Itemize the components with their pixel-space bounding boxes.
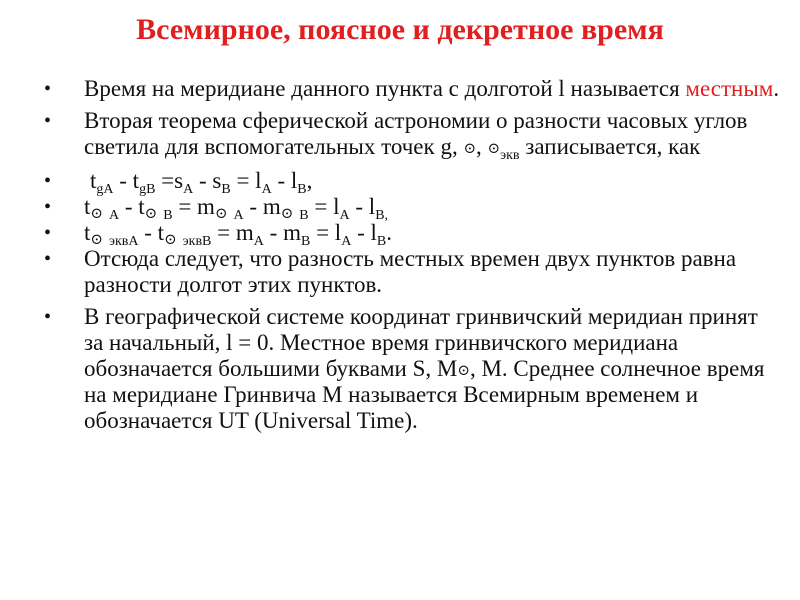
formula-text: - m [263,220,301,245]
subscript: gA [96,182,114,197]
formula-text: . [386,220,392,245]
bullet-dot: • [44,222,52,244]
subscript: эквB [182,234,212,249]
bullet-text-end: записывается, как [519,134,701,159]
list-item-formula [40,194,780,223]
formula-text: = m [172,194,215,219]
subscript: A [339,208,350,223]
bullet-text: Отсюда следует, что разность местных времен двух пунктов равна разности долгот этих пунктов. [84,246,737,297]
subscript: A [261,182,272,197]
formula-text: - s [193,168,222,193]
subscript: B [297,182,307,197]
formula-text: - m [243,194,281,219]
highlight-term: местным [685,76,774,101]
formula-text: = l [308,194,340,219]
subscript: B [221,182,231,197]
sun-symbol: ⊙ [463,141,477,157]
list-item [40,76,780,102]
formula-text: t [84,194,91,219]
separator: , [476,134,488,159]
bullet-dot: • [44,196,52,218]
bullet-text-end: , M. Среднее солнечное время на меридиане Гринвича M называется Всемирным временем и обозначается UT (Universal Time). [84,356,765,433]
subscript: A [253,234,264,249]
bullet-text: В географической системе координат гринвичский меридиан принят за начальный, l = 0. Местное время гринвичского меридиана обозначается большими буквами S, M [84,304,758,381]
bullet-dot: • [44,78,52,100]
formula-text: - t [138,220,165,245]
formula-text: - l [271,168,298,193]
bullet-text-end: . [773,76,780,101]
formula-text: , [306,168,313,193]
formula-text: - t [119,194,145,219]
subscript: A [341,234,352,249]
subscript: B, [375,208,389,223]
list-item [40,304,780,434]
formula-text: = l [230,168,262,193]
bullet-dot: • [44,306,52,328]
subscript: B [299,208,309,223]
sun-symbol: ⊙ [164,232,177,248]
bullet-list [40,76,780,440]
bullet-dot: • [44,248,52,270]
formula-text: - l [349,194,376,219]
subscript: B [163,208,173,223]
sun-symbol: ⊙ [90,206,103,222]
bullet-text: Время на меридиане данного пункта с долготой l называется [84,76,686,101]
sun-symbol: ⊙ [280,206,294,222]
sun-symbol: ⊙ [457,363,470,379]
sun-symbol: ⊙ [144,206,158,222]
sun-symbol: ⊙ [487,141,501,157]
list-item-formula [40,168,780,197]
subscript: экв [500,148,520,163]
subscript: A [233,208,244,223]
formula-text: - l [351,220,377,245]
subscript: A [183,182,194,197]
subscript: gB [139,182,156,197]
slide-title: Всемирное, поясное и декретное время [136,13,664,46]
formula-text: =s [155,168,184,193]
formula-text: = m [211,220,254,245]
subscript: B [376,234,387,249]
subscript: B [300,234,311,249]
formula-text: - t [113,168,140,193]
list-item-formula [40,220,780,249]
bullet-dot: • [44,110,52,132]
bullet-text: Вторая теорема сферической астрономии о разности часовых углов светила для вспомогательных точек g, [84,108,748,159]
sun-symbol: ⊙ [90,232,103,248]
subscript: A [108,208,120,223]
sun-symbol: ⊙ [214,206,228,222]
bullet-dot: • [44,170,52,192]
list-item [40,246,780,298]
subscript: эквA [108,234,139,249]
formula-text: = l [310,220,342,245]
formula-text: t [90,168,97,193]
list-item [40,108,780,162]
formula-text: t [84,220,91,245]
